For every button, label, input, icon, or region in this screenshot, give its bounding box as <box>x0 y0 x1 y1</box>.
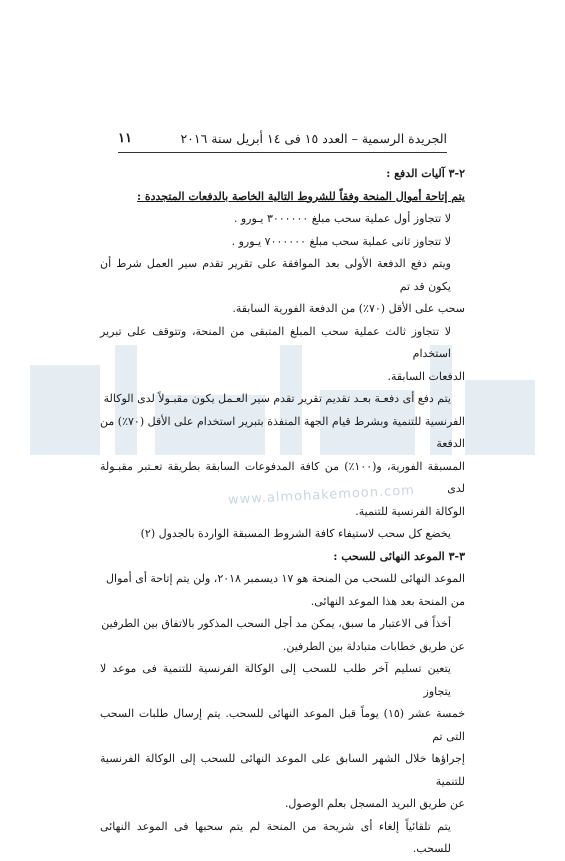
document-body <box>100 163 465 861</box>
watermark-url: www.almohakemoon.com <box>227 483 416 508</box>
paragraph-line: لا تتجاوز ثالث عملية سحب المبلغ المتبقى من المنحة، وتتوقف على تبرير استخدام <box>100 324 451 360</box>
section-heading-deadline: ٣-٣ الموعد النهائى للسحب : <box>333 549 465 563</box>
paragraph-line: ويتم دفع الدفعة الأولى بعد الموافقة على تقرير تقدم سير العمل شرط أن يكون قد تم <box>100 257 451 293</box>
paragraph-line: خمسة عشر (١٥) يوماً قبل الموعد النهائى للسحب. يتم إرسال طلبات السحب التى تم <box>100 707 465 743</box>
paragraph-line: الدفعات السابقة. <box>387 369 465 383</box>
paragraph-line: يخضع كل سحب لاستيفاء كافة الشروط المسبقة الواردة بالجدول (٢) <box>140 527 451 540</box>
paragraph-line: يتعين تسليم آخر طلب للسحب إلى الوكالة الفرنسية للتنمية فى موعد لا يتجاوز <box>100 662 451 698</box>
paragraph-line: أخذاً فى الاعتبار ما سبق، يمكن مد أجل السحب المذكور بالاتفاق بين الطرفين <box>101 617 451 630</box>
paragraph-line: يتم تلقائياً إلغاء أى شريحة من المنحة لم يتم سحبها فى الموعد النهائى للسحب. <box>100 819 451 855</box>
paragraph-line: الفرنسية للتنمية وبشرط قيام الجهة المنفذة بتبرير استخدام على الأقل (٧٠٪) من الدفعة <box>100 414 465 450</box>
paragraph-line: عن طريق البريد المسجل بعلم الوصول. <box>284 797 465 810</box>
second-withdrawal-limit: لا تتجاوز ثانى عملية سحب مبلغ ٧٠٠٠٠٠٠ يـورو . <box>231 234 451 248</box>
publication-title: الجريدة الرسمية – العدد ١٥ فى ١٤ أبريل سنة ٢٠١٦ <box>180 130 447 146</box>
page-header <box>118 127 447 149</box>
section-heading-payment: ٢-٣ آليات الدفع : <box>386 167 465 180</box>
paragraph-line: من المنحة بعد هذا الموعد النهائى. <box>310 594 465 608</box>
payment-conditions-intro: يتم إتاحة أموال المنحة وفقاً للشروط التالية الخاصة بالدفعات المتجددة : <box>136 189 465 203</box>
paragraph-line: عن طريق خطابات متبادلة بين الطرفين. <box>282 639 465 653</box>
paragraph-line: يتم دفع أى دفعـة بعـد تقديم تقرير تقدم سير العـمل يكون مقبـولاً لدى الوكالة <box>103 392 451 405</box>
paragraph-line: إجراؤها خلال الشهر السابق على الموعد النهائى للسحب إلى الوكالة الفرنسية للتنمية <box>100 752 465 788</box>
paragraph-line: الموعد النهائى للسحب من المنحة هو ١٧ ديسمبر ٢٠١٨، ولن يتم إتاحة أى أموال <box>106 572 465 585</box>
paragraph-line: الوكالة الفرنسية للتنمية. <box>355 504 465 518</box>
first-withdrawal-limit: لا تتجاوز أول عملية سحب مبلغ ٣٠٠٠٠٠٠ يـورو . <box>233 212 451 225</box>
paragraph-line: سحب على الأقل (٧٠٪) من الدفعة الفورية السابقة. <box>232 302 465 315</box>
header-rule <box>118 152 447 153</box>
paragraph-line: المسبقة الفورية، و(١٠٠٪) من كافة المدفوعات السابقة بطريقة تعـتبر مقبـولة لدى <box>100 459 465 495</box>
page-number: ١١ <box>118 130 132 146</box>
